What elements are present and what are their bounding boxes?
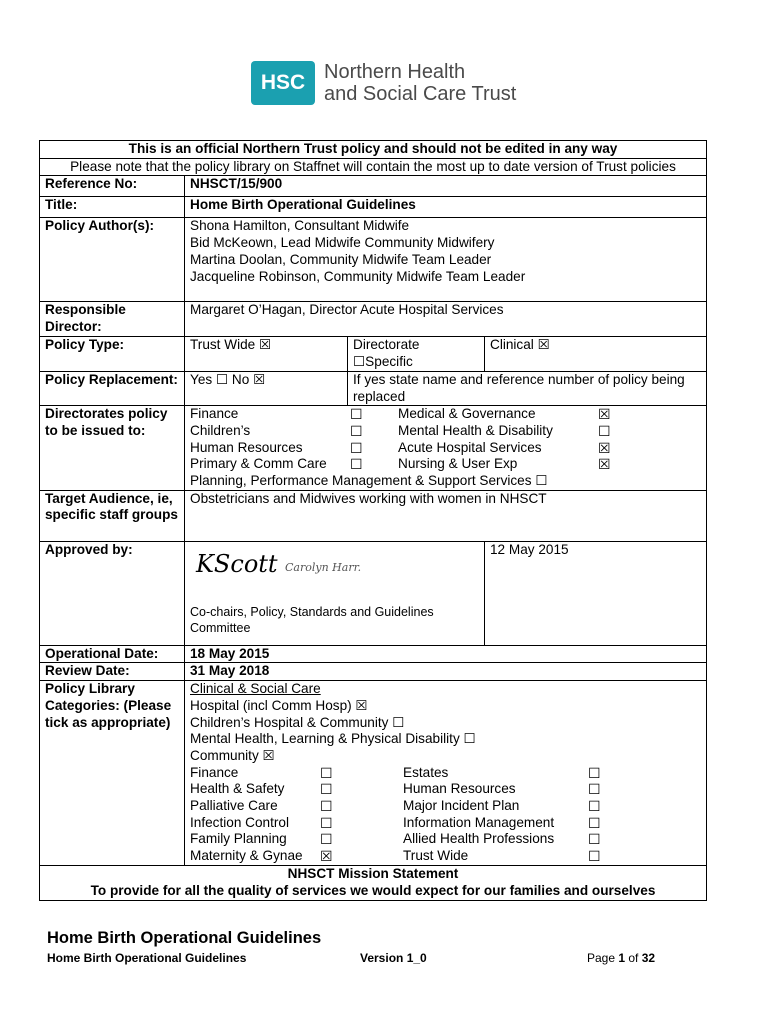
directorate-name: Human Resources	[190, 439, 303, 455]
checkbox: ☐	[320, 764, 333, 781]
category-row	[190, 765, 701, 782]
category-name: Information Management	[403, 814, 555, 830]
type-trust-wide: Trust Wide ☒	[185, 337, 348, 371]
category-item: Children’s Hospital & Community ☐	[190, 714, 405, 730]
author-item: Jacqueline Robinson, Community Midwife Team Leader	[190, 268, 526, 284]
logo-text	[324, 61, 516, 105]
checkbox: ☒	[598, 439, 611, 456]
replacement-label: Policy Replacement:	[40, 371, 185, 405]
category-row	[190, 798, 701, 815]
mission-value: To provide for all the quality of services we would expect for our families and ourselves	[90, 882, 656, 898]
category-item: Mental Health, Learning & Physical Disability ☐	[190, 731, 476, 747]
checkbox: ☐	[350, 439, 363, 456]
category-name: Allied Health Professions	[403, 831, 555, 847]
category-item: Hospital (incl Comm Hosp) ☒	[190, 697, 368, 713]
author-item: Shona Hamilton, Consultant Midwife	[190, 218, 410, 234]
checkbox: ☐	[320, 781, 333, 798]
signatures	[190, 542, 479, 604]
category-name: Health & Safety	[190, 781, 285, 797]
checkbox: ☐	[320, 798, 333, 815]
directorate-name: Acute Hospital Services	[398, 439, 542, 455]
page-number: 1	[618, 951, 626, 965]
author-item: Martina Doolan, Community Midwife Team Leader	[190, 251, 492, 267]
authors-label: Policy Author(s):	[40, 218, 185, 302]
official-notice: This is an official Northern Trust policy and should not be edited in any way	[40, 141, 707, 159]
directorates-list	[185, 406, 707, 491]
replacement-yes-no: Yes ☐ No ☒	[185, 371, 348, 405]
policy-cover-table	[39, 140, 707, 901]
approved-cell	[185, 541, 485, 645]
category-name: Family Planning	[190, 831, 287, 847]
approved-label: Approved by:	[40, 541, 185, 645]
audience-label: Target Audience, ie, specific staff groups	[40, 490, 185, 541]
directorate-name: Mental Health & Disability	[398, 422, 553, 438]
checkbox: ☐	[588, 798, 601, 815]
footer-doc-name: Home Birth Operational Guidelines	[47, 951, 247, 965]
category-name: Major Incident Plan	[403, 798, 520, 814]
category-row	[190, 848, 701, 865]
category-item: Community ☒	[190, 747, 275, 763]
checkbox: ☒	[320, 848, 333, 865]
directorate-name: Finance	[190, 406, 239, 422]
category-row	[190, 781, 701, 798]
checkbox: ☐	[588, 848, 601, 865]
checkbox: ☐	[350, 422, 363, 439]
replacement-note: If yes state name and reference number of policy being replaced	[348, 371, 707, 405]
library-note: Please note that the policy library on Staffnet will contain the most up to date version of Trust policies	[40, 158, 707, 176]
trust-logo	[251, 61, 516, 105]
directorate-row-planning: Planning, Performance Management & Support Services ☐	[190, 473, 548, 489]
signature-2: Carolyn Harr.	[285, 560, 362, 574]
category-name: Trust Wide	[403, 848, 469, 864]
reference-value: NHSCT/15/900	[185, 176, 707, 197]
type-clinical: Clinical ☒	[485, 337, 707, 371]
reference-label: Reference No:	[40, 176, 185, 197]
audience-value: Obstetricians and Midwives working with women in NHSCT	[185, 490, 707, 541]
title-value: Home Birth Operational Guidelines	[185, 197, 707, 218]
policy-type-label: Policy Type:	[40, 337, 185, 371]
approved-date: 12 May 2015	[485, 541, 707, 645]
director-value: Margaret O’Hagan, Director Acute Hospital Services	[185, 302, 707, 337]
category-name: Finance	[190, 764, 239, 780]
approved-committee: Co-chairs, Policy, Standards and Guidelines Committee	[190, 604, 434, 635]
footer-version: Version 1_0	[360, 951, 427, 965]
checkbox: ☒	[598, 406, 611, 423]
category-name: Palliative Care	[190, 798, 278, 814]
checkbox: ☐	[588, 781, 601, 798]
directorate-row	[190, 423, 701, 440]
category-name: Estates	[403, 764, 449, 780]
directorate-name: Nursing & User Exp	[398, 456, 518, 472]
director-label: Responsible Director:	[40, 302, 185, 337]
category-name: Infection Control	[190, 814, 289, 830]
mission-statement	[40, 866, 707, 901]
checkbox: ☐	[598, 422, 611, 439]
logo-line-2: and Social Care Trust	[324, 83, 517, 105]
categories-label: Policy Library Categories: (Please tick as appropriate)	[40, 681, 185, 866]
operational-label: Operational Date:	[40, 645, 185, 663]
author-item: Bid McKeown, Lead Midwife Community Midwifery	[190, 235, 495, 251]
page-total: 32	[641, 951, 656, 965]
checkbox: ☐	[588, 831, 601, 848]
directorate-row	[190, 406, 701, 423]
categories-list	[185, 681, 707, 866]
category-row	[190, 831, 701, 848]
review-label: Review Date:	[40, 663, 185, 681]
mission-label: NHSCT Mission Statement	[287, 866, 459, 882]
checkbox: ☐	[588, 764, 601, 781]
page-of: of	[625, 951, 642, 965]
checkbox: ☐	[320, 831, 333, 848]
checkbox: ☐	[350, 456, 363, 473]
directorate-row	[190, 440, 701, 457]
directorate-row	[190, 456, 701, 473]
operational-value: 18 May 2015	[185, 645, 707, 663]
categories-heading: Clinical & Social Care	[190, 681, 321, 697]
checkbox: ☐	[350, 406, 363, 423]
category-name: Human Resources	[403, 781, 516, 797]
footer-title: Home Birth Operational Guidelines	[47, 929, 322, 947]
checkbox: ☐	[588, 814, 601, 831]
footer-page	[587, 951, 655, 965]
authors-list	[185, 218, 707, 302]
review-value: 31 May 2018	[185, 663, 707, 681]
directorates-label: Directorates policy to be issued to:	[40, 406, 185, 491]
hsc-logo-mark: HSC	[251, 61, 315, 105]
type-directorate: Directorate ☐Specific	[348, 337, 485, 371]
logo-line-1: Northern Health	[324, 61, 466, 83]
directorate-name: Children’s	[190, 422, 251, 438]
page-prefix: Page	[587, 951, 619, 965]
checkbox: ☒	[598, 456, 611, 473]
directorate-name: Primary & Comm Care	[190, 456, 327, 472]
category-name: Maternity & Gynae	[190, 848, 303, 864]
title-label: Title:	[40, 197, 185, 218]
directorate-name: Medical & Governance	[398, 406, 536, 422]
signature-1: KScott	[196, 549, 278, 578]
category-row	[190, 815, 701, 832]
checkbox: ☐	[320, 814, 333, 831]
